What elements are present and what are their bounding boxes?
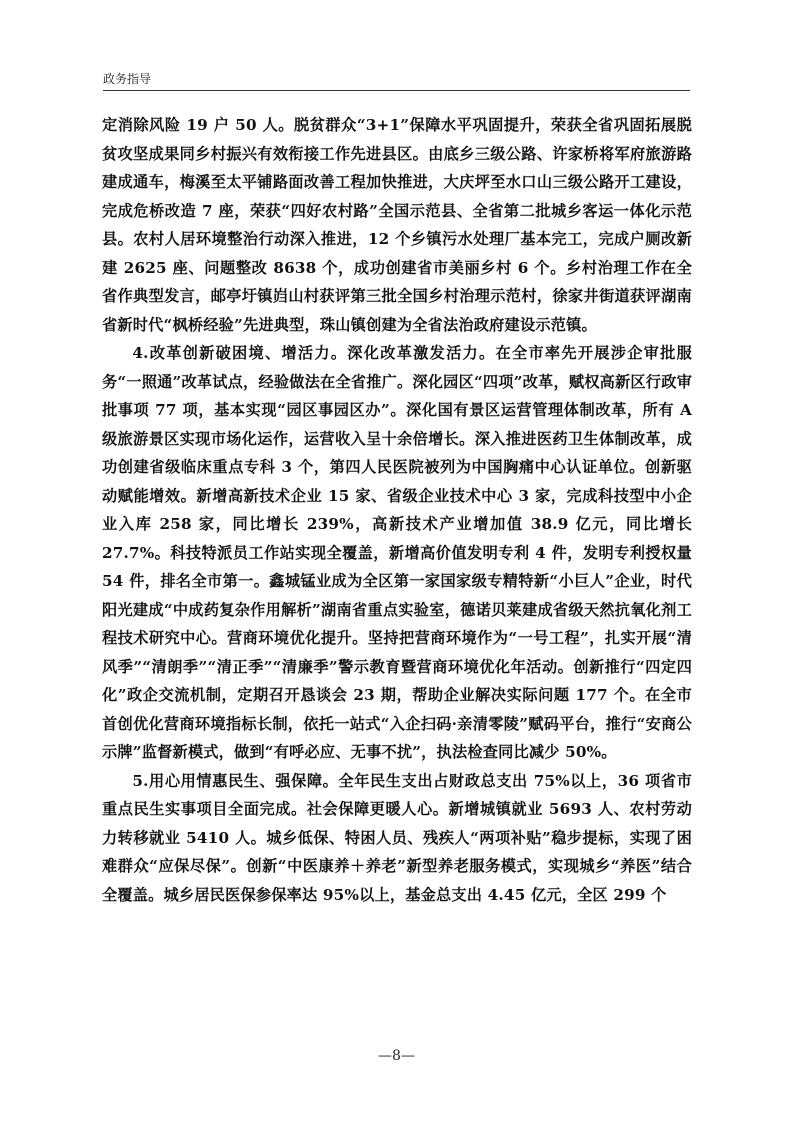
page-number: —8— [378,1048,415,1064]
paragraph-reform-innovation: 4.改革创新破困境、增活力。深化改革激发活力。在全市率先开展涉企审批服务“一照通”改革试点，经验做法在全省推广。深化园区“四项”改革，赋权高新区行政审批事项 77 项，基本实现“园区事园区办”。深化国有景区运营管理体制改革，所有 A 级旅游景区实现市场化运作，运营收入呈十余倍增长。深入推进医药卫生体制改革，成功创建省级临床重点专科 3 个，第四人民医院被列为中国胸痛中心认证单位。创新驱动赋能增效。新增高新技术企业 15 家、省级企业技术中心 3 家，完成科技型中小企业入库 258 家，同比增长 239%，高新技术产业增加值 38.9 亿元，同比增长 27.7%。科技特派员工作站实现全覆盖，新增高价值发明专利 4 件，发明专利授权量 54 件，排名全市第一。鑫城锰业成为全区第一家国家级专精特新“小巨人”企业，时代阳光建成“中成药复杂作用解析”湖南省重点实验室，德诺贝莱建成省级天然抗氧化剂工程技术研究中心。营商环境优化提升。坚持把营商环境作为“一号工程”，扎实开展“清风季”“清朗季”“清正季”“清廉季”警示教育暨营商环境优化年活动。创新推行“四定四化”政企交流机制，定期召开恳谈会 23 期，帮助企业解决实际问题 177 个。在全市首创优化营商环境指标长制，依托一站式“入企扫码·亲清零陵”赋码平台，推行“安商公示牌”监督新模式，做到“有呼必应、无事不扰”，执法检查同比减少 50%。 [102,344,692,761]
paragraph-livelihood: 5.用心用情惠民生、强保障。全年民生支出占财政总支出 75%以上，36 项省市重点民生实事项目全面完成。社会保障更暖人心。新增城镇就业 5693 人、农村劳动力转移就业 5410 人。城乡低保、特困人员、残疾人“两项补贴”稳步提标，实现了困难群众“应保尽保”。创新“中医康养＋养老”新型养老服务模式，实现城乡“养医”结合全覆盖。城乡居民医保参保率达 95%以上，基金总支出 4.45 亿元，全区 299 个 [102,771,692,904]
header-title: 政务指导 [103,72,152,86]
page-header [103,70,690,94]
header-rule [103,90,690,91]
document-body [102,111,692,909]
paragraph-continued: 定消除风险 19 户 50 人。脱贫群众“3+1”保障水平巩固提升，荣获全省巩固拓展脱贫攻坚成果同乡村振兴有效衔接工作先进县区。由底乡三级公路、许家桥将军府旅游路建成通车，梅溪至太平铺路面改善工程加快推进，大庆坪至水口山三级公路开工建设，完成危桥改造 7 座，荣获“四好农村路”全国示范县、全省第二批城乡客运一体化示范县。农村人居环境整治行动深入推进，12 个乡镇污水处理厂基本完工，完成户厕改新建 2625 座、问题整改 8638 个，成功创建省市美丽乡村 6 个。乡村治理工作在全省作典型发言，邮亭圩镇岿山村获评第三批全国乡村治理示范村，徐家井街道获评湖南省新时代“枫桥经验”先进典型，珠山镇创建为全省法治政府建设示范镇。 [102,116,692,334]
